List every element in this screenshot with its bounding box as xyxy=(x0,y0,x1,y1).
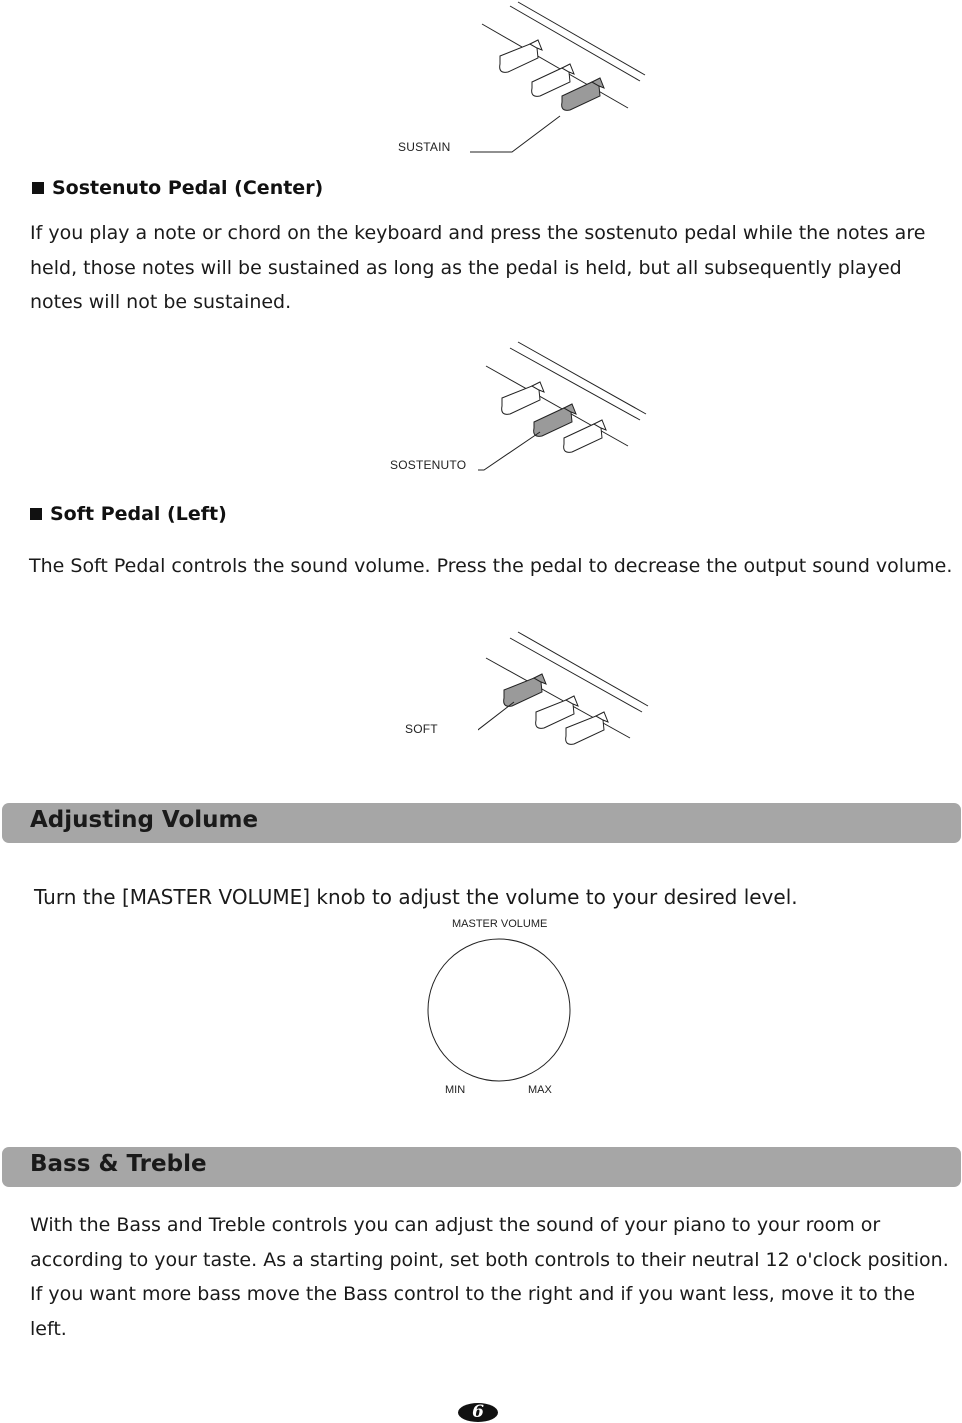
sustain-pedal-illustration xyxy=(470,0,660,160)
sostenuto-pedal-illustration xyxy=(478,340,658,475)
sostenuto-label: SOSTENUTO xyxy=(390,458,467,472)
min-label: MIN xyxy=(445,1084,466,1096)
master-volume-label: MASTER VOLUME xyxy=(452,918,548,930)
bass-treble-header xyxy=(2,1147,961,1187)
sostenuto-description: If you play a note or chord on the keyboard and press the sostenuto pedal while the notes are held, those notes will be sustained as long as the pedal is held, but all subsequently played notes will not be sustained. xyxy=(30,222,926,313)
page-number-badge xyxy=(458,1403,498,1422)
bass-treble-description: With the Bass and Treble controls you can adjust the sound of your piano to your room or according to your taste. As a starting point, set both controls to their neutral 12 o'clock position. If you want more bass move the Bass control to the right and if you want less, move it to the left. xyxy=(30,1214,949,1340)
soft-pedal-illustration xyxy=(478,630,658,750)
soft-heading-text: Soft Pedal (Left) xyxy=(50,503,227,525)
sustain-label: SUSTAIN xyxy=(398,140,451,154)
square-bullet-icon xyxy=(32,182,44,194)
square-bullet-icon xyxy=(30,508,42,520)
soft-label: SOFT xyxy=(405,722,438,736)
adjusting-volume-header xyxy=(2,803,961,843)
bass-treble-title: Bass & Treble xyxy=(30,1151,207,1177)
sostenuto-heading xyxy=(32,177,323,199)
adjusting-volume-title: Adjusting Volume xyxy=(30,807,259,833)
soft-description: The Soft Pedal controls the sound volume. Press the pedal to decrease the output sound volume. xyxy=(29,555,953,577)
sostenuto-heading-text: Sostenuto Pedal (Center) xyxy=(52,177,324,199)
page-number: 6 xyxy=(472,1402,484,1422)
master-volume-knob[interactable] xyxy=(425,936,575,1086)
soft-heading xyxy=(30,503,227,525)
volume-description: Turn the [MASTER VOLUME] knob to adjust the volume to your desired level. xyxy=(34,885,798,909)
max-label: MAX xyxy=(528,1084,552,1096)
